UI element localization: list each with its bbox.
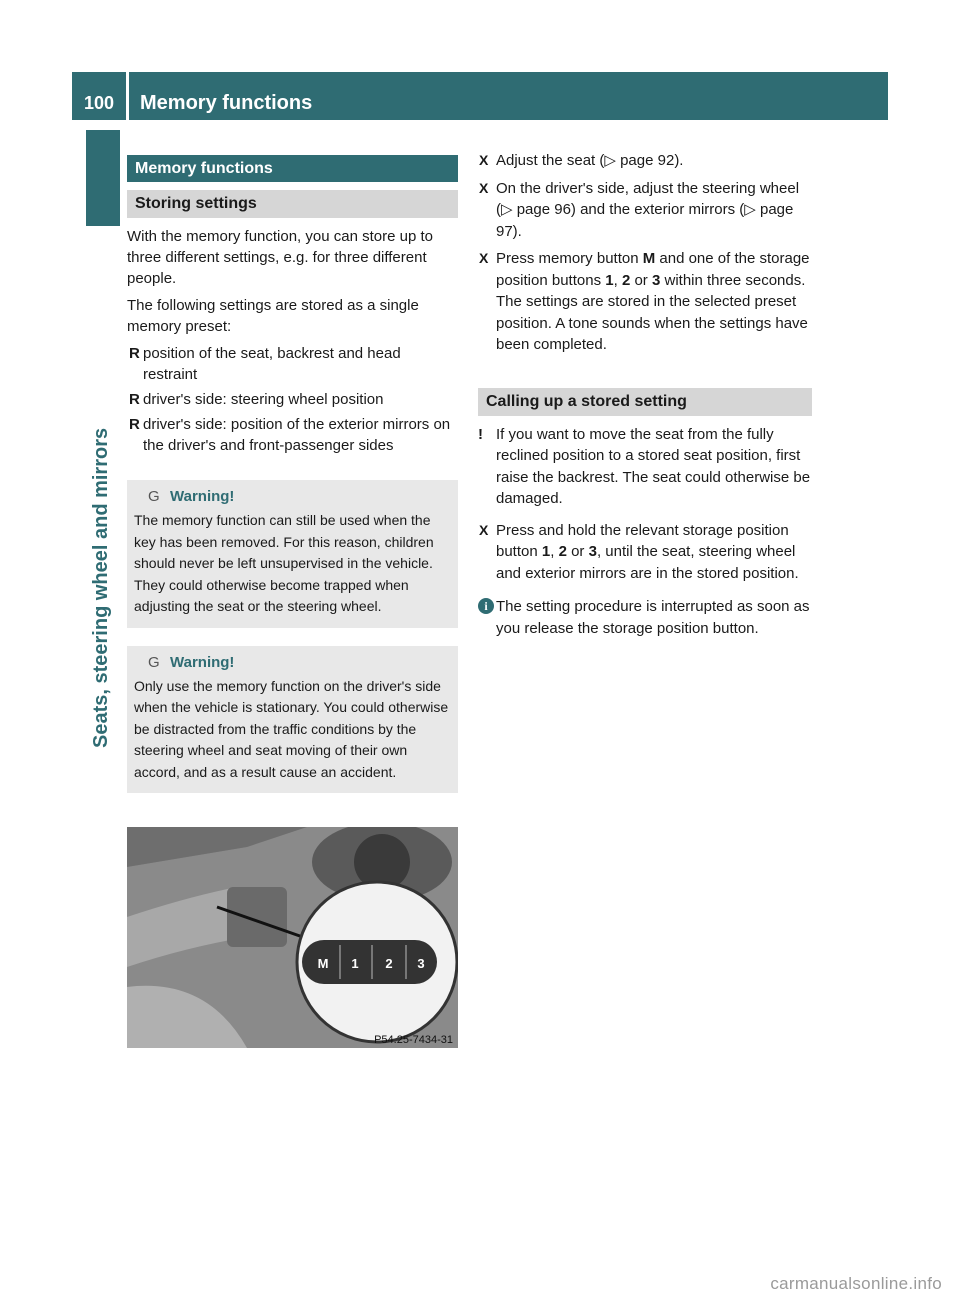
warning-box <box>127 480 458 628</box>
page-title: Memory functions <box>140 92 313 114</box>
step-marker: X <box>479 179 489 196</box>
warning-box <box>127 646 458 794</box>
intro-paragraph: The following settings are stored as a single memory preset: <box>127 297 419 335</box>
warning-text: The memory function can still be used when the key has been removed. For this reason, children should never be left unsupervised in the vehicle. They could otherwise become trapped when adjusting the seat or the steering wheel. <box>134 512 434 614</box>
chapter-tab <box>86 130 120 226</box>
list-item: R driver's side: steering wheel position <box>129 391 384 408</box>
left-column <box>127 155 458 1053</box>
caution-note: ! If you want to move the seat from the fully reclined position to a stored seat position, first raise the backrest. The seat could otherwise be damaged. <box>478 425 811 507</box>
list-item: R position of the seat, backrest and head restraint <box>129 345 401 383</box>
step-marker: X <box>479 152 489 168</box>
instruction-step: X On the driver's side, adjust the steering wheel (▷ page 96) and the exterior mirrors (▷ page 97). <box>479 179 800 240</box>
warning-triangle-icon: G <box>148 488 160 505</box>
caution-icon: ! <box>478 425 483 443</box>
header-divider <box>126 72 129 120</box>
instruction-step: X Press and hold the relevant storage position button 1, 2 or 3, until the seat, steering wheel and exterior mirrors are in the stored position. <box>479 521 799 582</box>
warning-text: Only use the memory function on the driver's side when the vehicle is stationary. You could otherwise be distracted from the traffic conditions by the steering wheel and seat moving of their own accord, and as a result cause an accident. <box>134 677 449 780</box>
memory-button-3: 3 <box>417 956 425 971</box>
step-result: The settings are stored in the selected preset position. A tone sounds when the settings have been completed. <box>496 293 808 353</box>
warning-title: Warning! <box>170 653 235 671</box>
info-note: i The setting procedure is interrupted as soon as you release the storage position button. <box>478 596 812 639</box>
warning-triangle-icon: G <box>148 653 160 671</box>
figure-code: P54.25-7434-31 <box>374 1034 453 1046</box>
bullet-marker: R <box>129 416 140 433</box>
instruction-step: X Press memory button M and one of the storage position buttons 1, 2 or 3 within three seconds. The settings are stored in the selected preset position. A tone sounds when the settings have been completed. <box>479 250 810 353</box>
bullet-marker: R <box>129 345 140 362</box>
step-marker: X <box>479 521 489 538</box>
right-column <box>478 150 812 649</box>
memory-button-1: 1 <box>351 956 359 971</box>
subsection-heading: Storing settings <box>127 190 458 218</box>
warning-title: Warning! <box>170 488 235 505</box>
list-item: R driver's side: position of the exterior mirrors on the driver's and front-passenger sides <box>129 416 451 454</box>
memory-buttons-figure <box>127 827 458 1048</box>
section-heading: Memory functions <box>127 155 458 182</box>
instruction-step: X Adjust the seat (▷ page 92). <box>478 150 812 172</box>
memory-button-2: 2 <box>385 956 393 971</box>
step-marker: X <box>479 250 489 266</box>
page-number: 100 <box>83 93 115 113</box>
subsection-heading: Calling up a stored setting <box>478 388 812 416</box>
info-icon: i <box>478 598 494 614</box>
intro-paragraph: With the memory function, you can store up to three different settings, e.g. for three different people. <box>127 228 433 287</box>
memory-button-m: M <box>317 956 329 971</box>
bullet-marker: R <box>129 391 140 408</box>
chapter-label: Seats, steering wheel and mirrors <box>90 427 112 748</box>
watermark: carmanualsonline.info <box>770 1274 942 1293</box>
